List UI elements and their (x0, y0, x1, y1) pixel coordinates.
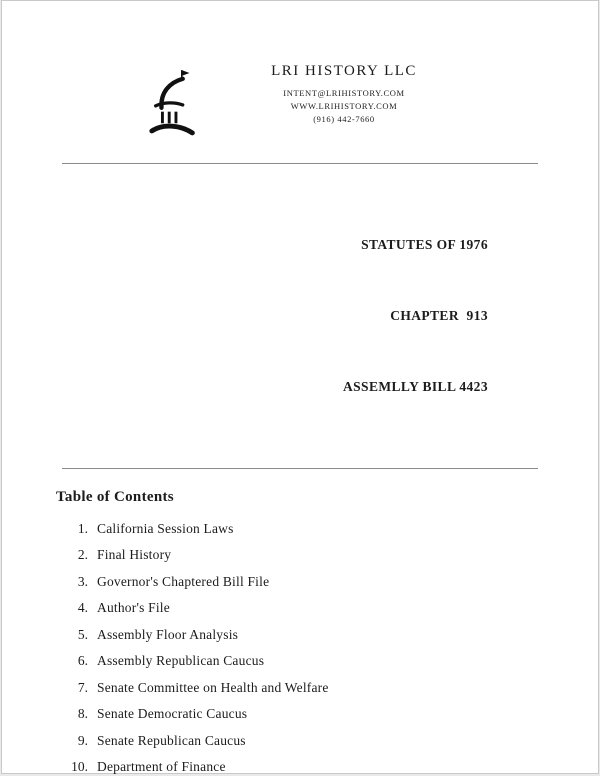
toc-item-number: 1. (77, 520, 88, 536)
toc-item-number: 5. (77, 626, 88, 642)
letterhead (2, 1, 598, 137)
toc-item-label: California Session Laws (97, 520, 234, 536)
toc-item (56, 760, 598, 774)
company-name: LRI HISTORY LLC (271, 63, 417, 79)
company-logo-icon (146, 67, 206, 137)
statute-line-2: CHAPTER 913 (390, 308, 488, 324)
toc-item-number: 4. (77, 600, 88, 616)
toc-item-label: Assembly Republican Caucus (97, 653, 265, 669)
toc-item (56, 707, 598, 721)
toc-item (56, 601, 598, 615)
toc-item-label: Senate Committee on Health and Welfare (97, 679, 329, 695)
document-page (1, 0, 599, 774)
letterhead-text (234, 63, 454, 127)
toc-item-label: Author's File (97, 600, 170, 616)
toc-item-label: Final History (97, 547, 172, 563)
toc-item (56, 522, 598, 536)
toc-item-number: 8. (77, 706, 88, 722)
toc-item (56, 548, 598, 562)
company-website: WWW.LRIHISTORY.COM (290, 101, 398, 112)
statute-line-3: ASSEMLLY BILL 4423 (342, 379, 488, 394)
toc-list (56, 522, 598, 774)
toc-item (56, 628, 598, 642)
toc-item (56, 575, 598, 589)
toc-item-number: 3. (77, 573, 88, 589)
toc-item-number: 9. (77, 732, 88, 748)
toc-item-label: Governor's Chaptered Bill File (97, 573, 270, 589)
toc-item-label: Senate Republican Caucus (97, 732, 246, 748)
toc-item (56, 654, 598, 668)
toc-item (56, 681, 598, 695)
toc-item-number: 10. (71, 759, 88, 775)
statute-block (2, 164, 598, 446)
statute-line-1: STATUTES OF 1976 (361, 237, 488, 253)
toc-item-label: Senate Democratic Caucus (97, 706, 248, 722)
toc-item (56, 734, 598, 748)
company-phone: (916) 442-7660 (313, 114, 375, 125)
company-email: INTENT@LRIHISTORY.COM (283, 88, 405, 98)
toc-item-number: 2. (77, 547, 88, 563)
toc-item-number: 6. (77, 653, 88, 669)
toc-title: Table of Contents (56, 488, 174, 505)
toc-item-number: 7. (77, 679, 88, 695)
toc-item-label: Department of Finance (97, 759, 226, 775)
table-of-contents (2, 469, 598, 774)
toc-item-label: Assembly Floor Analysis (97, 626, 239, 642)
